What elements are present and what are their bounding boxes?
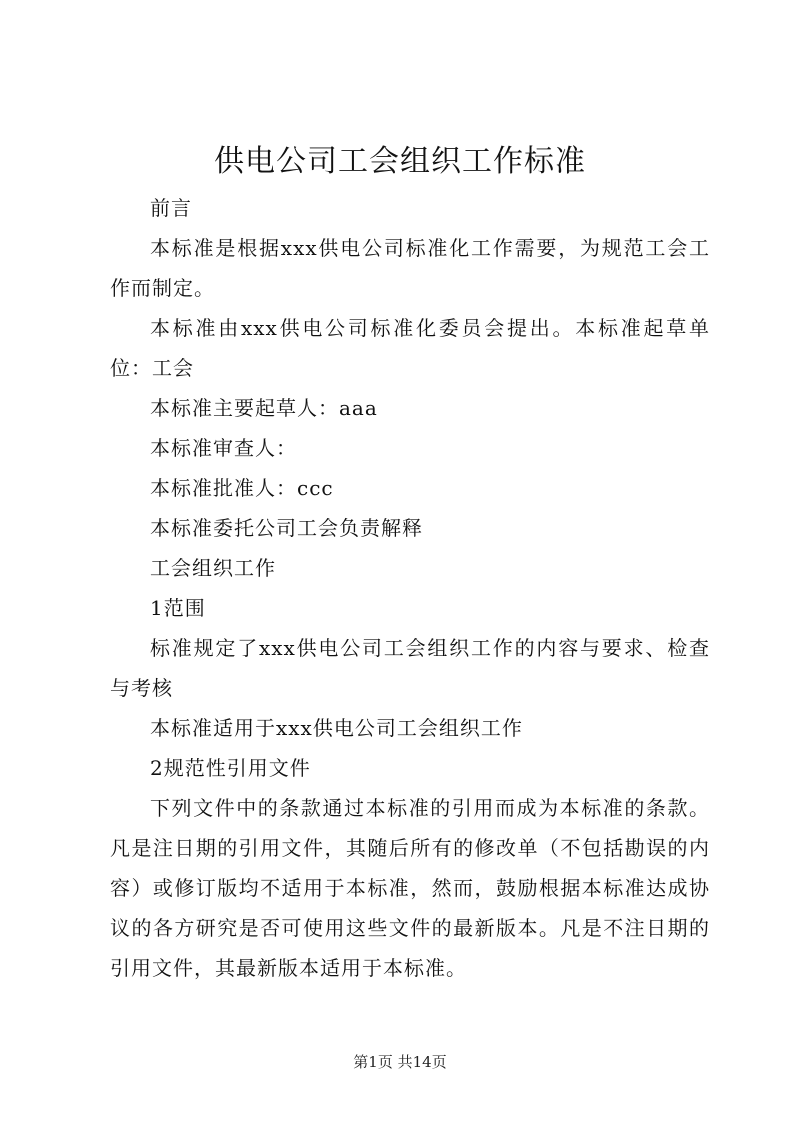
document-title: 供电公司工会组织工作标准 — [214, 144, 586, 179]
paragraph-interpretation: 本标准委托公司工会负责解释 — [150, 516, 423, 540]
paragraph-proposer: 本标准由xxx供电公司标准化委员会提出。本标准起草单位：工会 — [110, 316, 710, 380]
paragraph-purpose: 本标准是根据xxx供电公司标准化工作需要，为规范工会工作而制定。 — [110, 236, 710, 300]
section-heading-union-work: 工会组织工作 — [150, 556, 276, 580]
paragraph-references-detail: 下列文件中的条款通过本标准的引用而成为本标准的条款。凡是注日期的引用文件，其随后所有的修改单（不包括勘误的内容）或修订版均不适用于本标准，然而，鼓励根据本标准达成协议的各方研究是否可使用这些文件的最新版本。凡是不注日期的引用文件，其最新版本适用于本标准。 — [110, 796, 710, 980]
paragraph-scope-applicability: 本标准适用于xxx供电公司工会组织工作 — [150, 716, 523, 740]
section-heading-references: 2规范性引用文件 — [150, 756, 311, 780]
page-number-footer: 第1页 共14页 — [353, 1053, 447, 1071]
paragraph-main-drafter: 本标准主要起草人：aaa — [150, 396, 378, 420]
paragraph-preface: 前言 — [150, 196, 192, 220]
paragraph-scope-content: 标准规定了xxx供电公司工会组织工作的内容与要求、检查与考核 — [110, 636, 710, 700]
section-heading-scope: 1范围 — [150, 596, 206, 620]
paragraph-approver: 本标准批准人：ccc — [150, 476, 334, 500]
paragraph-reviewer: 本标准审查人： — [150, 436, 297, 460]
document-body — [110, 188, 710, 988]
